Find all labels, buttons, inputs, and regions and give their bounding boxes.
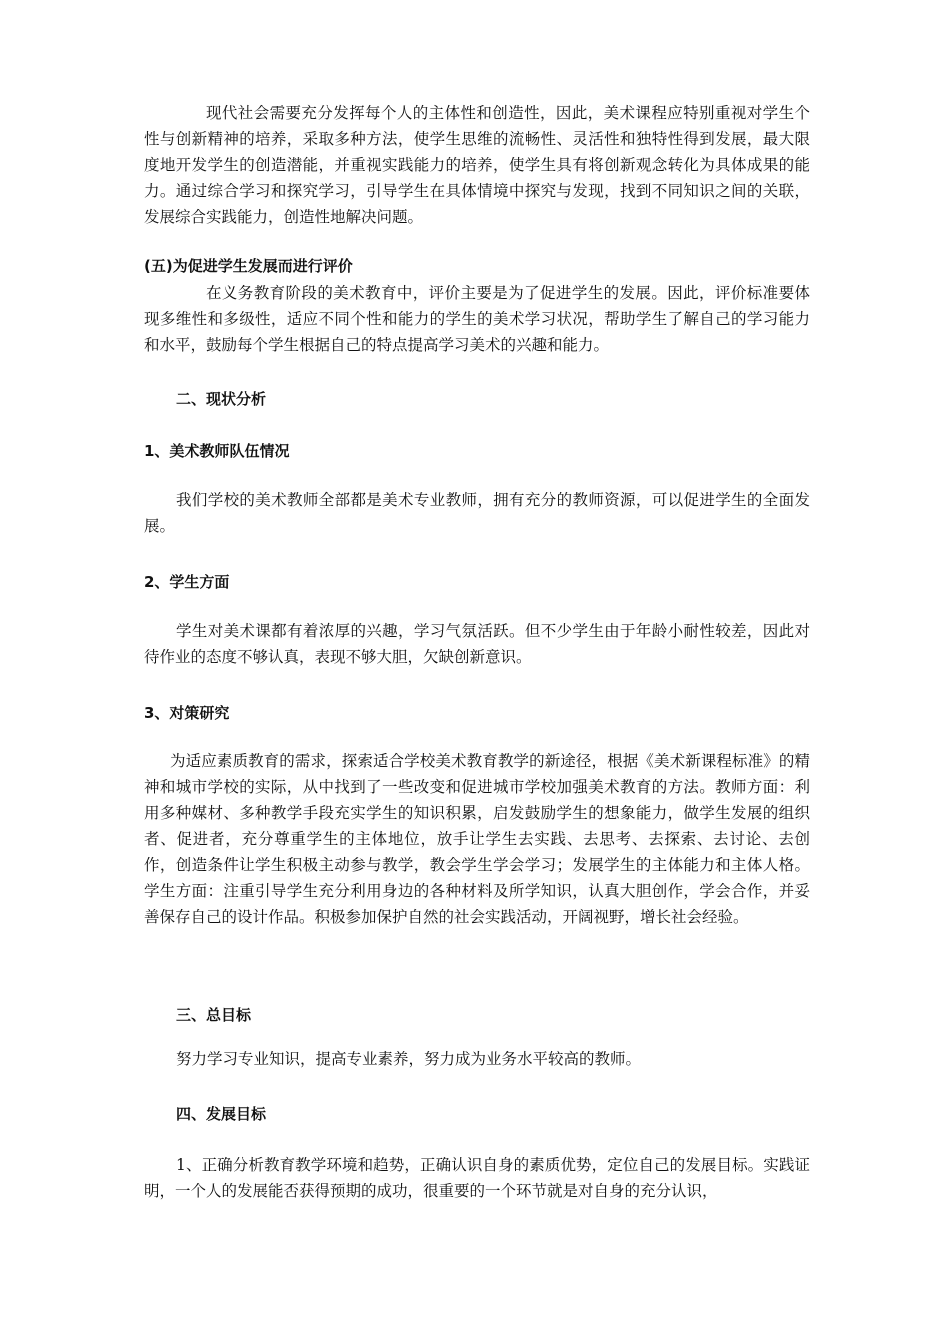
paragraph-development: 1、正确分析教育教学环境和趋势，正确认识自身的素质优势，定位自己的发展目标。实践证明，一个人的发展能否获得预期的成功，很重要的一个环节就是对自身的充分认识， [144, 1156, 810, 1200]
paragraph-evaluation: 在义务教育阶段的美术教育中，评价主要是为了促进学生的发展。因此，评价标准要体现多维性和多级性，适应不同个性和能力的学生的美术学习状况，帮助学生了解自己的学习能力和水平，鼓励每个学生根据自己的特点提高学习美术的兴趣和能力。 [144, 284, 810, 354]
heading-strategy: 3、对策研究 [144, 704, 230, 722]
heading-status-analysis: 二、现状分析 [176, 390, 267, 408]
heading-section-five: (五)为促进学生发展而进行评价 [144, 257, 353, 275]
paragraph-students: 学生对美术课都有着浓厚的兴趣，学习气氛活跃。但不少学生由于年龄小耐性较差，因此对待作业的态度不够认真，表现不够大胆，欠缺创新意识。 [144, 622, 810, 666]
paragraph-intro: 现代社会需要充分发挥每个人的主体性和创造性，因此，美术课程应特别重视对学生个性与创新精神的培养，采取多种方法，使学生思维的流畅性、灵活性和独特性得到发展，最大限度地开发学生的创造潜能，并重视实践能力的培养，使学生具有将创新观念转化为具体成果的能力。通过综合学习和探究学习，引导学生在具体情境中探究与发现，找到不同知识之间的关联，发展综合实践能力，创造性地解决问题。 [144, 104, 810, 226]
heading-students: 2、学生方面 [144, 573, 230, 591]
heading-overall-goal: 三、总目标 [176, 1006, 252, 1024]
paragraph-teachers: 我们学校的美术教师全部都是美术专业教师，拥有充分的教师资源，可以促进学生的全面发展。 [144, 491, 810, 535]
paragraph-strategy: 为适应素质教育的需求，探索适合学校美术教育教学的新途径，根据《美术新课程标准》的精神和城市学校的实际，从中找到了一些改变和促进城市学校加强美术教育的方法。教师方面：利用多种媒材、多种教学手段充实学生的知识积累，启发鼓励学生的想象能力，做学生发展的组织者、促进者，充分尊重学生的主体地位，放手让学生去实践、去思考、去探索、去讨论、去创作，创造条件让学生积极主动参与教学，教会学生学会学习；发展学生的主体能力和主体人格。学生方面：注重引导学生充分利用身边的各种材料及所学知识，认真大胆创作，学会合作，并妥善保存自己的设计作品。积极参加保护自然的社会实践活动，开阔视野，增长社会经验。 [144, 752, 810, 926]
heading-development-goals: 四、发展目标 [176, 1105, 267, 1123]
heading-teacher-team: 1、美术教师队伍情况 [144, 442, 290, 460]
paragraph-goal: 努力学习专业知识，提高专业素养，努力成为业务水平较高的教师。 [176, 1050, 642, 1068]
